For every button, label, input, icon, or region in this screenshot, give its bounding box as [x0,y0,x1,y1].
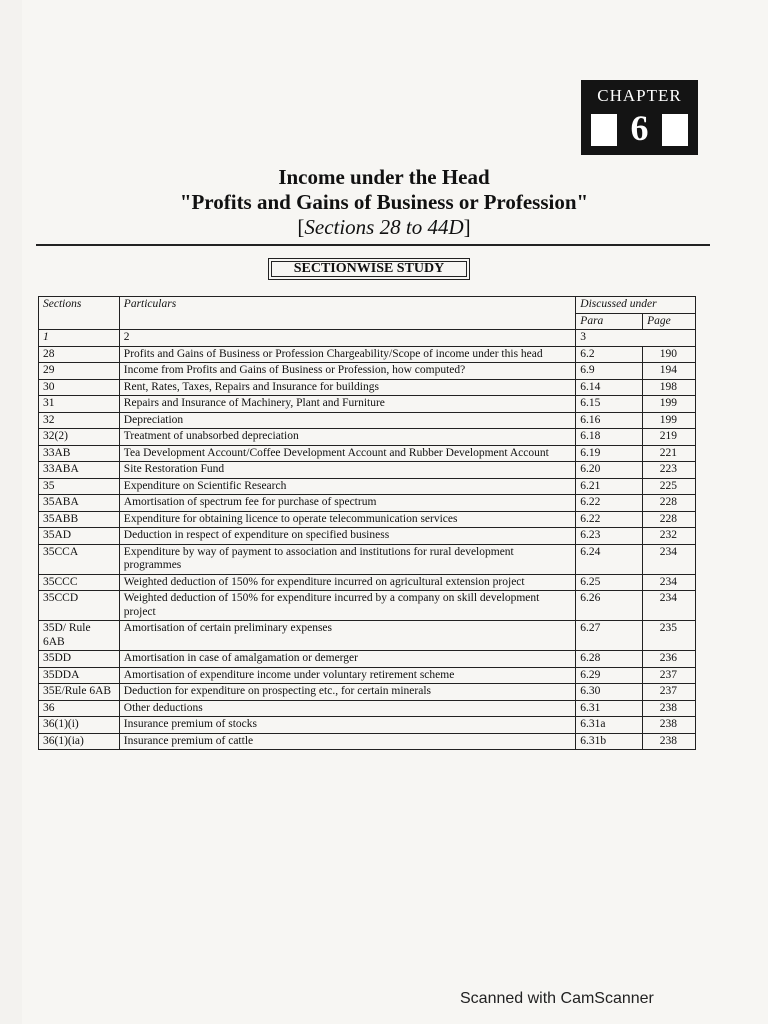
header-row [39,297,696,314]
table-row [39,445,696,462]
section-cell: 36(1)(i) [39,717,120,734]
page-cell: 199 [643,396,696,413]
page-cell: 219 [643,429,696,446]
section-cell: 35E/Rule 6AB [39,684,120,701]
para-cell: 6.31a [576,717,643,734]
para-cell: 6.27 [576,621,643,651]
number-col-2: 2 [119,330,576,347]
particulars-cell: Amortisation of certain preliminary expenses [119,621,576,651]
para-cell: 6.25 [576,574,643,591]
table-row [39,478,696,495]
sectionwise-study-label: SECTIONWISE STUDY [268,258,470,280]
section-cell: 29 [39,363,120,380]
particulars-cell: Amortisation in case of amalgamation or demerger [119,651,576,668]
particulars-cell: Weighted deduction of 150% for expenditure incurred on agricultural extension project [119,574,576,591]
table-row [39,429,696,446]
chapter-subtitle: [Sections 28 to 44D] [297,215,471,239]
table-row [39,621,696,651]
para-cell: 6.16 [576,412,643,429]
particulars-cell: Profits and Gains of Business or Profession Chargeability/Scope of income under this head [119,346,576,363]
scanner-watermark: Scanned with CamScanner [460,990,654,1007]
header-page: Page [643,313,696,330]
header-discussed-under: Discussed under [576,297,696,314]
particulars-cell: Tea Development Account/Coffee Development Account and Rubber Development Account [119,445,576,462]
table-row [39,700,696,717]
table-row [39,511,696,528]
section-cell: 36 [39,700,120,717]
table-row [39,684,696,701]
title-rule [36,244,710,246]
number-col-3: 3 [576,330,696,347]
page-cell: 235 [643,621,696,651]
particulars-cell: Site Restoration Fund [119,462,576,479]
para-cell: 6.31b [576,733,643,750]
particulars-cell: Deduction in respect of expenditure on specified business [119,528,576,545]
page-cell: 228 [643,495,696,512]
table-row [39,574,696,591]
particulars-cell: Depreciation [119,412,576,429]
section-cell: 35CCD [39,591,120,621]
page-cell: 237 [643,684,696,701]
subtitle-text: Sections 28 to 44D [304,215,464,239]
table-row [39,363,696,380]
section-cell: 36(1)(ia) [39,733,120,750]
table-row [39,412,696,429]
page-cell: 234 [643,591,696,621]
table-row [39,717,696,734]
particulars-cell: Rent, Rates, Taxes, Repairs and Insurance for buildings [119,379,576,396]
table-row [39,544,696,574]
table-row [39,462,696,479]
para-cell: 6.28 [576,651,643,668]
particulars-cell: Amortisation of expenditure income under voluntary retirement scheme [119,667,576,684]
para-cell: 6.20 [576,462,643,479]
page-cell: 238 [643,717,696,734]
page-cell: 234 [643,544,696,574]
chapter-title-line1: Income under the Head [278,165,490,189]
chapter-badge [581,80,698,155]
para-cell: 6.18 [576,429,643,446]
chapter-number-block [581,108,698,148]
page-cell: 190 [643,346,696,363]
page-cell: 238 [643,700,696,717]
particulars-cell: Weighted deduction of 150% for expenditure incurred by a company on skill development project [119,591,576,621]
section-cell: 31 [39,396,120,413]
table-row [39,591,696,621]
para-cell: 6.30 [576,684,643,701]
section-cell: 33AB [39,445,120,462]
para-cell: 6.22 [576,495,643,512]
number-col-1: 1 [39,330,120,347]
para-cell: 6.26 [576,591,643,621]
chapter-number: 6 [630,108,649,148]
table-row [39,528,696,545]
particulars-cell: Income from Profits and Gains of Business or Profession, how computed? [119,363,576,380]
para-cell: 6.23 [576,528,643,545]
page-cell: 221 [643,445,696,462]
header-para: Para [576,313,643,330]
page-cell: 225 [643,478,696,495]
page-cell: 199 [643,412,696,429]
section-cell: 35CCC [39,574,120,591]
sections-table [38,296,696,750]
particulars-cell: Deduction for expenditure on prospecting etc., for certain minerals [119,684,576,701]
particulars-cell: Repairs and Insurance of Machinery, Plant and Furniture [119,396,576,413]
page-cell: 223 [643,462,696,479]
chapter-title-line2: "Profits and Gains of Business or Profession" [179,190,589,214]
section-cell: 32(2) [39,429,120,446]
page-cell: 232 [643,528,696,545]
para-cell: 6.31 [576,700,643,717]
table-row [39,667,696,684]
section-cell: 35AD [39,528,120,545]
chapter-decor-left [591,114,617,146]
header-sections: Sections [39,297,120,330]
para-cell: 6.21 [576,478,643,495]
page-cell: 237 [643,667,696,684]
table-row [39,651,696,668]
para-cell: 6.15 [576,396,643,413]
section-cell: 35 [39,478,120,495]
table-row [39,379,696,396]
particulars-cell: Expenditure by way of payment to association and institutions for rural development programmes [119,544,576,574]
page-cell: 238 [643,733,696,750]
section-cell: 35DD [39,651,120,668]
particulars-cell: Insurance premium of cattle [119,733,576,750]
section-cell: 28 [39,346,120,363]
section-cell: 33ABA [39,462,120,479]
para-cell: 6.22 [576,511,643,528]
para-cell: 6.14 [576,379,643,396]
table-row [39,396,696,413]
section-cell: 32 [39,412,120,429]
particulars-cell: Insurance premium of stocks [119,717,576,734]
page-cell: 228 [643,511,696,528]
section-cell: 30 [39,379,120,396]
page-cell: 234 [643,574,696,591]
para-cell: 6.19 [576,445,643,462]
para-cell: 6.9 [576,363,643,380]
section-cell: 35CCA [39,544,120,574]
para-cell: 6.2 [576,346,643,363]
page-cell: 198 [643,379,696,396]
particulars-cell: Other deductions [119,700,576,717]
particulars-cell: Treatment of unabsorbed depreciation [119,429,576,446]
chapter-decor-right [662,114,688,146]
numbering-row [39,330,696,347]
page-cell: 194 [643,363,696,380]
table-row [39,495,696,512]
table-row [39,733,696,750]
para-cell: 6.29 [576,667,643,684]
particulars-cell: Amortisation of spectrum fee for purchase of spectrum [119,495,576,512]
section-cell: 35DDA [39,667,120,684]
section-cell: 35ABB [39,511,120,528]
page-cell: 236 [643,651,696,668]
particulars-cell: Expenditure on Scientific Research [119,478,576,495]
table-row [39,346,696,363]
header-particulars: Particulars [119,297,576,330]
para-cell: 6.24 [576,544,643,574]
particulars-cell: Expenditure for obtaining licence to operate telecommunication services [119,511,576,528]
section-cell: 35D/ Rule 6AB [39,621,120,651]
section-cell: 35ABA [39,495,120,512]
chapter-label: CHAPTER [597,86,682,105]
